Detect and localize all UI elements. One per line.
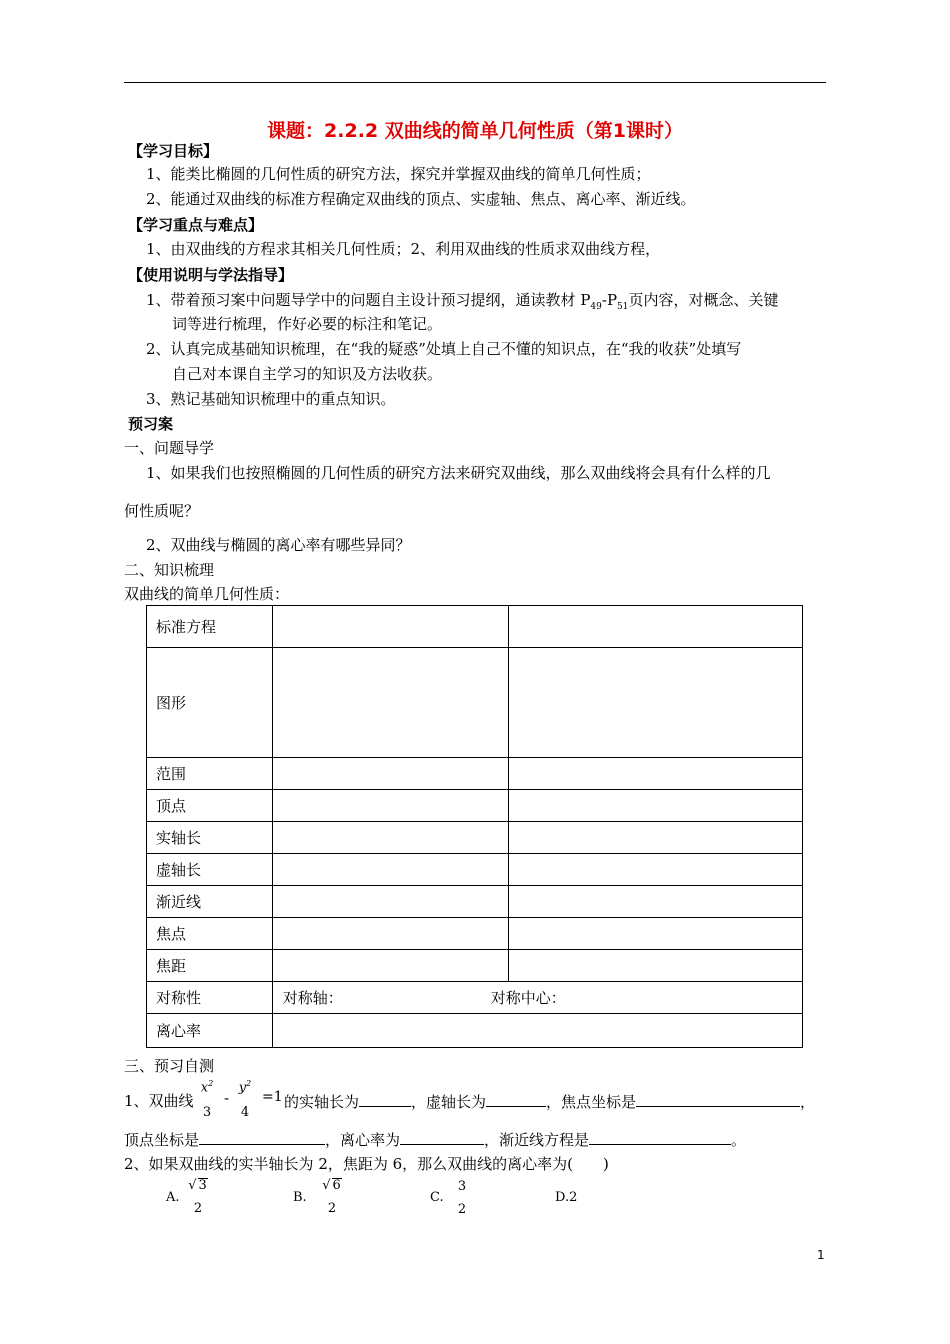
answer-cell[interactable] <box>272 950 509 982</box>
selftest-q1-line2 <box>124 1128 746 1150</box>
eccentricity-text: ，离心率为 <box>325 1131 401 1149</box>
row-label: 范围 <box>147 758 273 790</box>
answer-cell[interactable] <box>272 886 509 918</box>
answer-cell[interactable] <box>272 790 509 822</box>
comma: ， <box>800 1093 816 1111</box>
keypoints-text: 1、由双曲线的方程求其相关几何性质；2、利用双曲线的性质求双曲线方程， <box>146 240 661 258</box>
answer-cell[interactable] <box>509 790 803 822</box>
section-selftest: 三、预习自测 <box>124 1057 215 1075</box>
option-b-root: 6 <box>332 1178 341 1193</box>
row-label: 顶点 <box>147 790 273 822</box>
real-axis-text: 的实轴长为 <box>284 1093 360 1111</box>
period: 。 <box>731 1131 747 1149</box>
row-label: 离心率 <box>147 1014 273 1048</box>
properties-table <box>146 605 803 1048</box>
answer-cell[interactable] <box>272 918 509 950</box>
row-label: 实轴长 <box>147 822 273 854</box>
table-row <box>147 950 803 982</box>
section-knowledge: 二、知识梳理 <box>124 561 215 579</box>
option-c-value[interactable] <box>455 1180 469 1216</box>
table-row <box>147 606 803 648</box>
guide-heading: 【使用说明与学法指导】 <box>128 266 294 284</box>
symmetry-center-label: 对称中心： <box>490 989 566 1007</box>
option-c-label[interactable]: C. <box>430 1190 444 1205</box>
guide-page-start: 49 <box>590 302 602 312</box>
option-a-label[interactable]: A. <box>166 1190 180 1205</box>
answer-cell[interactable] <box>509 758 803 790</box>
option-a-value[interactable]: √ 3 2 <box>186 1178 210 1215</box>
question-2: 2、双曲线与椭圆的离心率有哪些异同？ <box>146 536 411 554</box>
table-row <box>147 758 803 790</box>
frac1-exponent: 2 <box>208 1079 214 1088</box>
fraction-x2-over-3 <box>199 1080 215 1119</box>
frac2-numerator: y <box>238 1080 247 1096</box>
asymptote-text: ，渐近线方程是 <box>484 1131 590 1149</box>
row-label: 图形 <box>147 648 273 758</box>
table-row <box>147 982 803 1014</box>
option-b-denominator: 2 <box>327 1201 337 1216</box>
answer-cell[interactable] <box>509 886 803 918</box>
guide-item-3: 3、熟记基础知识梳理中的重点知识。 <box>146 390 396 408</box>
answer-cell[interactable] <box>272 1014 802 1048</box>
option-b-value[interactable]: √ 6 2 <box>320 1178 344 1215</box>
selftest-q1-prefix: 1、双曲线 <box>124 1092 194 1110</box>
row-label: 对称性 <box>147 982 273 1014</box>
imag-axis-text: ，虚轴长为 <box>411 1093 487 1111</box>
row-label: 焦点 <box>147 918 273 950</box>
real-axis-blank[interactable] <box>359 1090 411 1107</box>
table-row <box>147 822 803 854</box>
answer-cell[interactable] <box>509 648 803 758</box>
option-d[interactable]: D.2 <box>555 1190 578 1205</box>
goals-heading: 【学习目标】 <box>128 142 219 160</box>
row-label: 渐近线 <box>147 886 273 918</box>
vertex-blank[interactable] <box>199 1128 325 1145</box>
answer-cell[interactable] <box>272 854 509 886</box>
frac1-numerator: x <box>200 1080 209 1096</box>
answer-cell[interactable] <box>509 950 803 982</box>
answer-cell[interactable] <box>509 918 803 950</box>
option-a-root: 3 <box>198 1178 207 1193</box>
fraction-y2-over-4 <box>237 1080 253 1119</box>
answer-cell[interactable] <box>509 822 803 854</box>
table-row <box>147 854 803 886</box>
answer-cell[interactable] <box>509 606 803 648</box>
page-title: 课题：2.2.2 双曲线的简单几何性质（第1课时） <box>267 120 683 142</box>
section-problem-guide: 一、问题导学 <box>124 439 215 457</box>
table-row <box>147 918 803 950</box>
vertex-text: 顶点坐标是 <box>124 1131 200 1149</box>
preview-heading: 预习案 <box>128 415 174 433</box>
row-label: 虚轴长 <box>147 854 273 886</box>
frac2-denominator: 4 <box>240 1105 250 1121</box>
header-rule <box>124 82 826 83</box>
option-c-numerator: 3 <box>457 1179 467 1194</box>
table-row <box>147 886 803 918</box>
guide-item-1-cont: 词等进行梳理，作好必要的标注和笔记。 <box>172 315 443 333</box>
question-1: 1、如果我们也按照椭圆的几何性质的研究方法来研究双曲线，那么双曲线将会具有什么样的几 <box>146 464 771 482</box>
table-row <box>147 790 803 822</box>
answer-cell[interactable] <box>272 758 509 790</box>
guide-page-end: 51 <box>617 302 629 312</box>
table-caption: 双曲线的简单几何性质： <box>124 585 290 603</box>
option-c-denominator: 2 <box>457 1202 467 1217</box>
answer-cell[interactable] <box>272 822 509 854</box>
symmetry-cell[interactable] <box>272 982 802 1014</box>
guide-item-2-cont: 自己对本课自主学习的知识及方法收获。 <box>172 365 443 383</box>
guide-item-1-text-a: 1、带着预习案中问题导学中的问题自主设计预习提纲，通读教材 P <box>146 291 591 309</box>
guide-item-1-text-b: 页内容，对概念、关键 <box>628 291 779 309</box>
guide-item-1-dash: -P <box>601 291 618 309</box>
row-label: 焦距 <box>147 950 273 982</box>
symmetry-axis-label: 对称轴： <box>282 989 343 1007</box>
eccentricity-blank[interactable] <box>400 1128 484 1145</box>
equals-one: =1 <box>262 1089 283 1105</box>
selftest-q1-line1 <box>284 1090 815 1112</box>
answer-cell[interactable] <box>272 606 509 648</box>
goal-item-2: 2、能通过双曲线的标准方程确定双曲线的顶点、实虚轴、焦点、离心率、渐近线。 <box>146 190 696 208</box>
frac1-denominator: 3 <box>202 1105 212 1121</box>
question-1-cont: 何性质呢？ <box>124 502 200 520</box>
frac2-exponent: 2 <box>246 1079 252 1088</box>
minus-sign: - <box>224 1089 230 1107</box>
row-label: 标准方程 <box>147 606 273 648</box>
asymptote-blank[interactable] <box>589 1128 731 1145</box>
answer-cell[interactable] <box>509 854 803 886</box>
option-b-label[interactable]: B. <box>293 1190 307 1205</box>
focus-text: ，焦点坐标是 <box>546 1093 637 1111</box>
guide-item-1 <box>146 289 779 312</box>
keypoints-heading: 【学习重点与难点】 <box>128 216 264 234</box>
imag-axis-blank[interactable] <box>486 1090 546 1107</box>
answer-cell[interactable] <box>272 648 509 758</box>
table-row <box>147 1014 803 1048</box>
focus-blank[interactable] <box>636 1090 800 1107</box>
page-number: 1 <box>817 1248 825 1262</box>
table-row <box>147 648 803 758</box>
goal-item-1: 1、能类比椭圆的几何性质的研究方法，探究并掌握双曲线的简单几何性质； <box>146 165 651 183</box>
guide-item-2: 2、认真完成基础知识梳理，在“我的疑惑”处填上自己不懂的知识点，在“我的收获”处填写 <box>146 340 742 358</box>
option-a-denominator: 2 <box>193 1201 203 1216</box>
selftest-q2: 2、如果双曲线的实半轴长为 2，焦距为 6，那么双曲线的离心率为( ) <box>124 1155 609 1173</box>
